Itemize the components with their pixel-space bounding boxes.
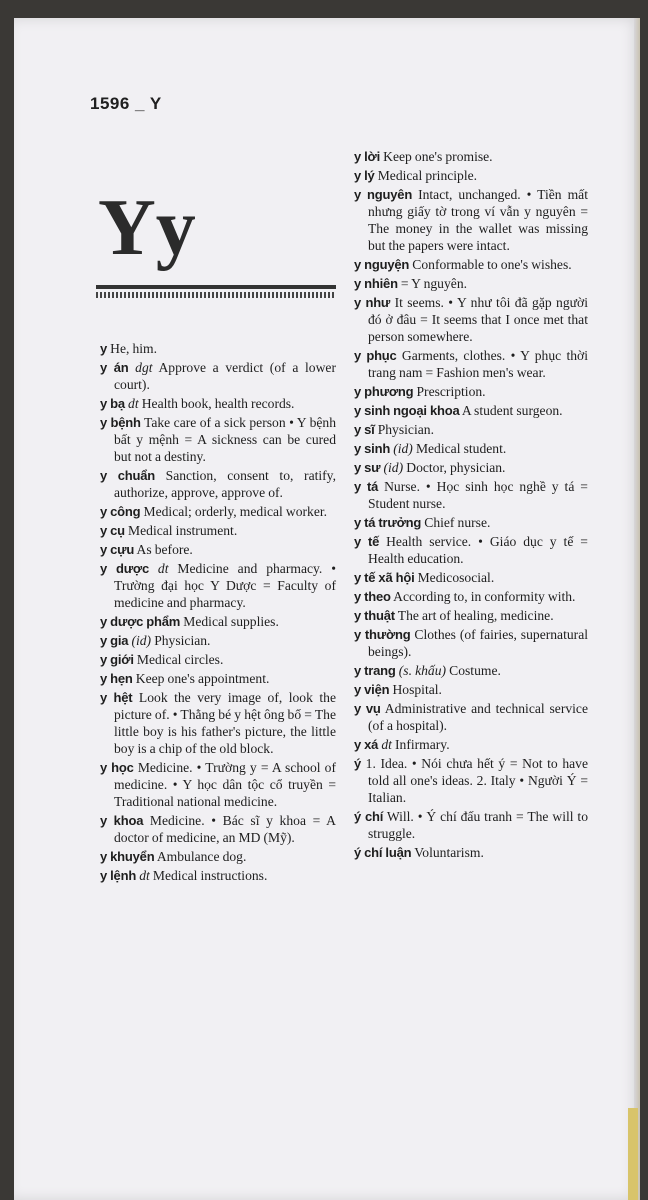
dictionary-entry: [354, 808, 588, 842]
page-spine-shadow: [634, 18, 640, 1200]
left-column: [100, 340, 336, 886]
entry-definition: As before.: [136, 542, 193, 557]
dictionary-entry: [354, 755, 588, 806]
entry-headword: y: [100, 341, 108, 356]
dictionary-entry: [100, 613, 336, 630]
page-header: 1596 _ Y: [90, 94, 162, 113]
entry-headword: ý chí luận: [354, 845, 412, 860]
entry-headword: y lệnh: [100, 868, 137, 883]
entry-definition: Medicine and pharmacy. • Trường đại học Y Dược = Faculty of medicine and pharmacy.: [114, 561, 336, 610]
entry-headword: y cụ: [100, 523, 125, 538]
dictionary-entry: [354, 607, 588, 624]
dictionary-entry: [354, 514, 588, 531]
dictionary-entry: [354, 440, 588, 457]
entry-definition: Medical supplies.: [183, 614, 279, 629]
entry-definition: Hospital.: [392, 682, 442, 697]
entry-headword: y nhiên: [354, 276, 398, 291]
dictionary-entry: [100, 395, 336, 412]
dictionary-entry: [100, 541, 336, 558]
dictionary-entry: [354, 700, 588, 734]
entry-headword: y sư: [354, 460, 381, 475]
dictionary-entry: [354, 459, 588, 476]
entry-definition: The art of healing, medicine.: [397, 608, 554, 623]
dictionary-entry: [100, 503, 336, 520]
section-rule: [96, 285, 336, 289]
entry-part-of-speech: dt: [139, 868, 150, 883]
dictionary-entry: [354, 294, 588, 345]
entry-headword: y công: [100, 504, 141, 519]
entry-definition: Will. • Ý chí đấu tranh = The will to struggle.: [368, 809, 589, 841]
entry-definition: Medicosocial.: [417, 570, 495, 585]
section-letter: Yy: [98, 184, 196, 272]
entry-definition: Doctor, physician.: [406, 460, 506, 475]
entry-headword: y học: [100, 760, 134, 775]
entry-definition: = Y nguyên.: [400, 276, 468, 291]
dictionary-entry: [100, 759, 336, 810]
entry-part-of-speech: dt: [128, 396, 139, 411]
entry-headword: ý chí: [354, 809, 384, 824]
entry-definition: Ambulance dog.: [156, 849, 247, 864]
entry-headword: y theo: [354, 589, 391, 604]
entry-definition: 1. Idea. • Nói chưa hết ý = Not to have told all one's ideas. 2. Italy • Người Ý = Italian.: [365, 756, 589, 805]
entry-headword: y cựu: [100, 542, 135, 557]
dictionary-entry: [354, 275, 588, 292]
dictionary-entry: [354, 383, 588, 400]
entry-part-of-speech: (id): [383, 460, 404, 475]
entry-definition: It seems. • Y như tôi đã gặp người đó ở đâu = It seems that I once met that person somewhere.: [368, 295, 588, 344]
entry-definition: He, him.: [110, 341, 158, 356]
entry-headword: y án: [100, 360, 129, 375]
entry-definition: Physician.: [154, 633, 211, 648]
entry-headword: y hệt: [100, 690, 133, 705]
entry-headword: y bệnh: [100, 415, 141, 430]
dictionary-entry: [100, 414, 336, 465]
dictionary-entry: [354, 626, 588, 660]
entry-headword: y lời: [354, 149, 381, 164]
entry-definition: Take care of a sick person • Y bệnh bất y mệnh = A sickness can be cured but not a destiny.: [114, 415, 336, 464]
entry-headword: y nguyện: [354, 257, 410, 272]
entry-headword: y như: [354, 295, 391, 310]
dictionary-entry: [354, 736, 588, 753]
dictionary-entry: [354, 533, 588, 567]
dictionary-entry: [354, 421, 588, 438]
dictionary-entry: [100, 867, 336, 884]
entry-part-of-speech: dt: [157, 561, 169, 576]
dictionary-entry: [100, 340, 336, 357]
entry-part-of-speech: dt: [381, 737, 392, 752]
dictionary-entry: [354, 478, 588, 512]
entry-headword: y phục: [354, 348, 397, 363]
entry-definition: Physician.: [377, 422, 434, 437]
entry-definition: Medical principle.: [377, 168, 478, 183]
page-edge-marker: [628, 1108, 638, 1200]
entry-definition: Costume.: [449, 663, 501, 678]
entry-definition: Medicine. • Bác sĩ y khoa = A doctor of medicine, an MD (Mỹ).: [114, 813, 336, 845]
dictionary-entry: [100, 560, 336, 611]
entry-definition: Garments, clothes. • Y phục thời trang nam = Fashion men's wear.: [368, 348, 588, 380]
entry-headword: y giới: [100, 652, 134, 667]
entry-definition: Sanction, consent to, ratify, authorize, approve, approve of.: [114, 468, 336, 500]
entry-definition: Approve a verdict (of a lower court).: [114, 360, 336, 392]
entry-definition: Medical student.: [415, 441, 507, 456]
entry-definition: According to, in conformity with.: [393, 589, 576, 604]
entry-definition: A student surgeon.: [461, 403, 563, 418]
dictionary-entry: [354, 844, 588, 861]
entry-definition: Health service. • Giáo dục y tế = Health education.: [368, 534, 588, 566]
entry-headword: y thuật: [354, 608, 395, 623]
dictionary-entry: [354, 347, 588, 381]
entry-definition: Clothes (of fairies, supernatural beings).: [368, 627, 588, 659]
entry-headword: y dược: [100, 561, 149, 576]
entry-headword: y phương: [354, 384, 414, 399]
entry-definition: Infirmary.: [395, 737, 450, 752]
entry-headword: y hẹn: [100, 671, 133, 686]
entry-part-of-speech: (id): [393, 441, 413, 456]
entry-definition: Medical; orderly, medical worker.: [143, 504, 328, 519]
dictionary-entry: [100, 522, 336, 539]
entry-headword: y sĩ: [354, 422, 375, 437]
dictionary-entry: [100, 812, 336, 846]
entry-headword: y viện: [354, 682, 390, 697]
dictionary-entry: [100, 848, 336, 865]
dictionary-entry: [354, 662, 588, 679]
entry-definition: Nurse. • Học sinh học nghề y tá = Student nurse.: [368, 479, 588, 511]
dictionary-entry: [100, 359, 336, 393]
dictionary-entry: [354, 569, 588, 586]
entry-headword: y xá: [354, 737, 379, 752]
entry-headword: y khoa: [100, 813, 144, 828]
entry-part-of-speech: (id): [131, 633, 152, 648]
entry-definition: Look the very image of, look the picture of. • Thằng bé y hệt ông bố = The little boy is his father's picture, the little boy is a chip of the old block.: [114, 690, 336, 756]
entry-headword: y bạ: [100, 396, 125, 411]
entry-definition: Medical circles.: [136, 652, 224, 667]
entry-headword: y chuẩn: [100, 468, 155, 483]
entry-headword: y sinh ngoại khoa: [354, 403, 460, 418]
entry-definition: Administrative and technical service (of a hospital).: [368, 701, 588, 733]
dictionary-entry: [354, 402, 588, 419]
entry-definition: Prescription.: [416, 384, 486, 399]
dictionary-entry: [354, 588, 588, 605]
entry-definition: Intact, unchanged. • Tiền mất nhưng giấy tờ trong ví vẫn y nguyên = The money in the wallet was missing but the papers were intact.: [368, 187, 588, 253]
entry-definition: Health book, health records.: [141, 396, 295, 411]
entry-definition: Medicine. • Trường y = A school of medicine. • Y học dân tộc cổ truyền = Traditional national medicine.: [114, 760, 336, 809]
dictionary-entry: [100, 689, 336, 757]
entry-headword: y lý: [354, 168, 375, 183]
section-rule-dotted: [96, 292, 336, 298]
dictionary-entry: [354, 256, 588, 273]
entry-headword: y nguyên: [354, 187, 413, 202]
entry-headword: y tá: [354, 479, 379, 494]
dictionary-entry: [100, 651, 336, 668]
entry-part-of-speech: dgt: [135, 360, 153, 375]
dictionary-entry: [100, 670, 336, 687]
entry-definition: Medical instructions.: [152, 868, 268, 883]
entry-headword: y vụ: [354, 701, 381, 716]
dictionary-entry: [354, 186, 588, 254]
entry-headword: y tá trưởng: [354, 515, 422, 530]
entry-headword: y sinh: [354, 441, 391, 456]
entry-headword: ý: [354, 756, 362, 771]
dictionary-entry: [354, 167, 588, 184]
entry-headword: y tế: [354, 534, 380, 549]
entry-definition: Keep one's promise.: [383, 149, 493, 164]
entry-part-of-speech: (s. khấu): [398, 663, 447, 678]
entry-headword: y thường: [354, 627, 411, 642]
entry-definition: Chief nurse.: [424, 515, 491, 530]
dictionary-entry: [100, 467, 336, 501]
entry-definition: Keep one's appointment.: [135, 671, 270, 686]
dictionary-entry: [354, 681, 588, 698]
entry-definition: Voluntarism.: [414, 845, 484, 860]
entry-definition: Conformable to one's wishes.: [412, 257, 572, 272]
entry-headword: y tế xã hội: [354, 570, 415, 585]
entry-headword: y gia: [100, 633, 129, 648]
entry-definition: Medical instrument.: [128, 523, 238, 538]
entry-headword: y khuyển: [100, 849, 155, 864]
dictionary-entry: [100, 632, 336, 649]
right-column: [354, 148, 588, 863]
entry-headword: y dược phẩm: [100, 614, 181, 629]
dictionary-page: [14, 18, 640, 1200]
entry-headword: y trang: [354, 663, 396, 678]
dictionary-entry: [354, 148, 588, 165]
